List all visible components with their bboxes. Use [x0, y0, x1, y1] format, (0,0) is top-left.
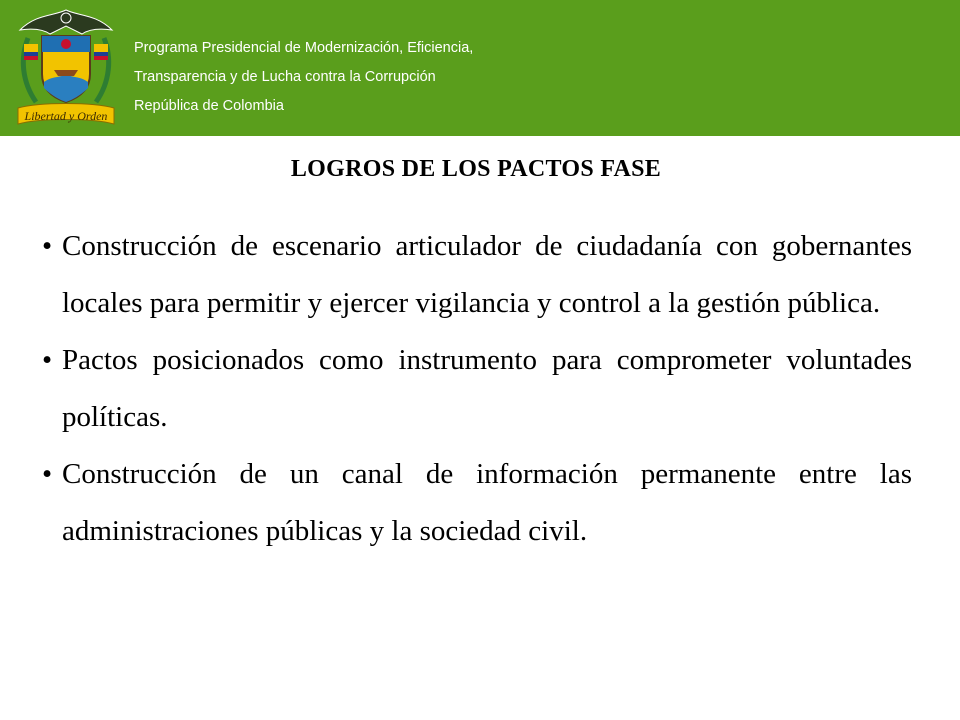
bullet-text: Construcción de escenario articulador de ciudadanía con gobernantes locales para permitir y ejercer vigilancia y control a la gestión pública. [62, 230, 912, 319]
bullet-dot-icon: • [42, 344, 53, 376]
coat-of-arms-logo [10, 4, 122, 132]
header-line-program: Programa Presidencial de Modernización, Eficiencia, [134, 40, 474, 56]
svg-text:Libertad y Orden: Libertad y Orden [24, 109, 108, 123]
bullet-text: Construcción de un canal de información permanente entre las administraciones públicas y la sociedad civil. [62, 458, 912, 547]
header-band [0, 0, 960, 136]
bullet-item [42, 446, 912, 560]
bullet-item [42, 218, 912, 332]
header-line-transparency: Transparencia y de Lucha contra la Corrupción [134, 69, 436, 85]
header-line-country: República de Colombia [134, 98, 284, 114]
header-text-block [134, 34, 473, 121]
slide-title: LOGROS DE LOS PACTOS FASE [290, 156, 662, 182]
bullet-dot-icon: • [42, 458, 53, 490]
bullet-item [42, 332, 912, 446]
bullet-list [42, 218, 912, 560]
bullet-dot-icon: • [42, 230, 53, 262]
bullet-text: Pactos posicionados como instrumento para comprometer voluntades políticas. [62, 344, 912, 433]
